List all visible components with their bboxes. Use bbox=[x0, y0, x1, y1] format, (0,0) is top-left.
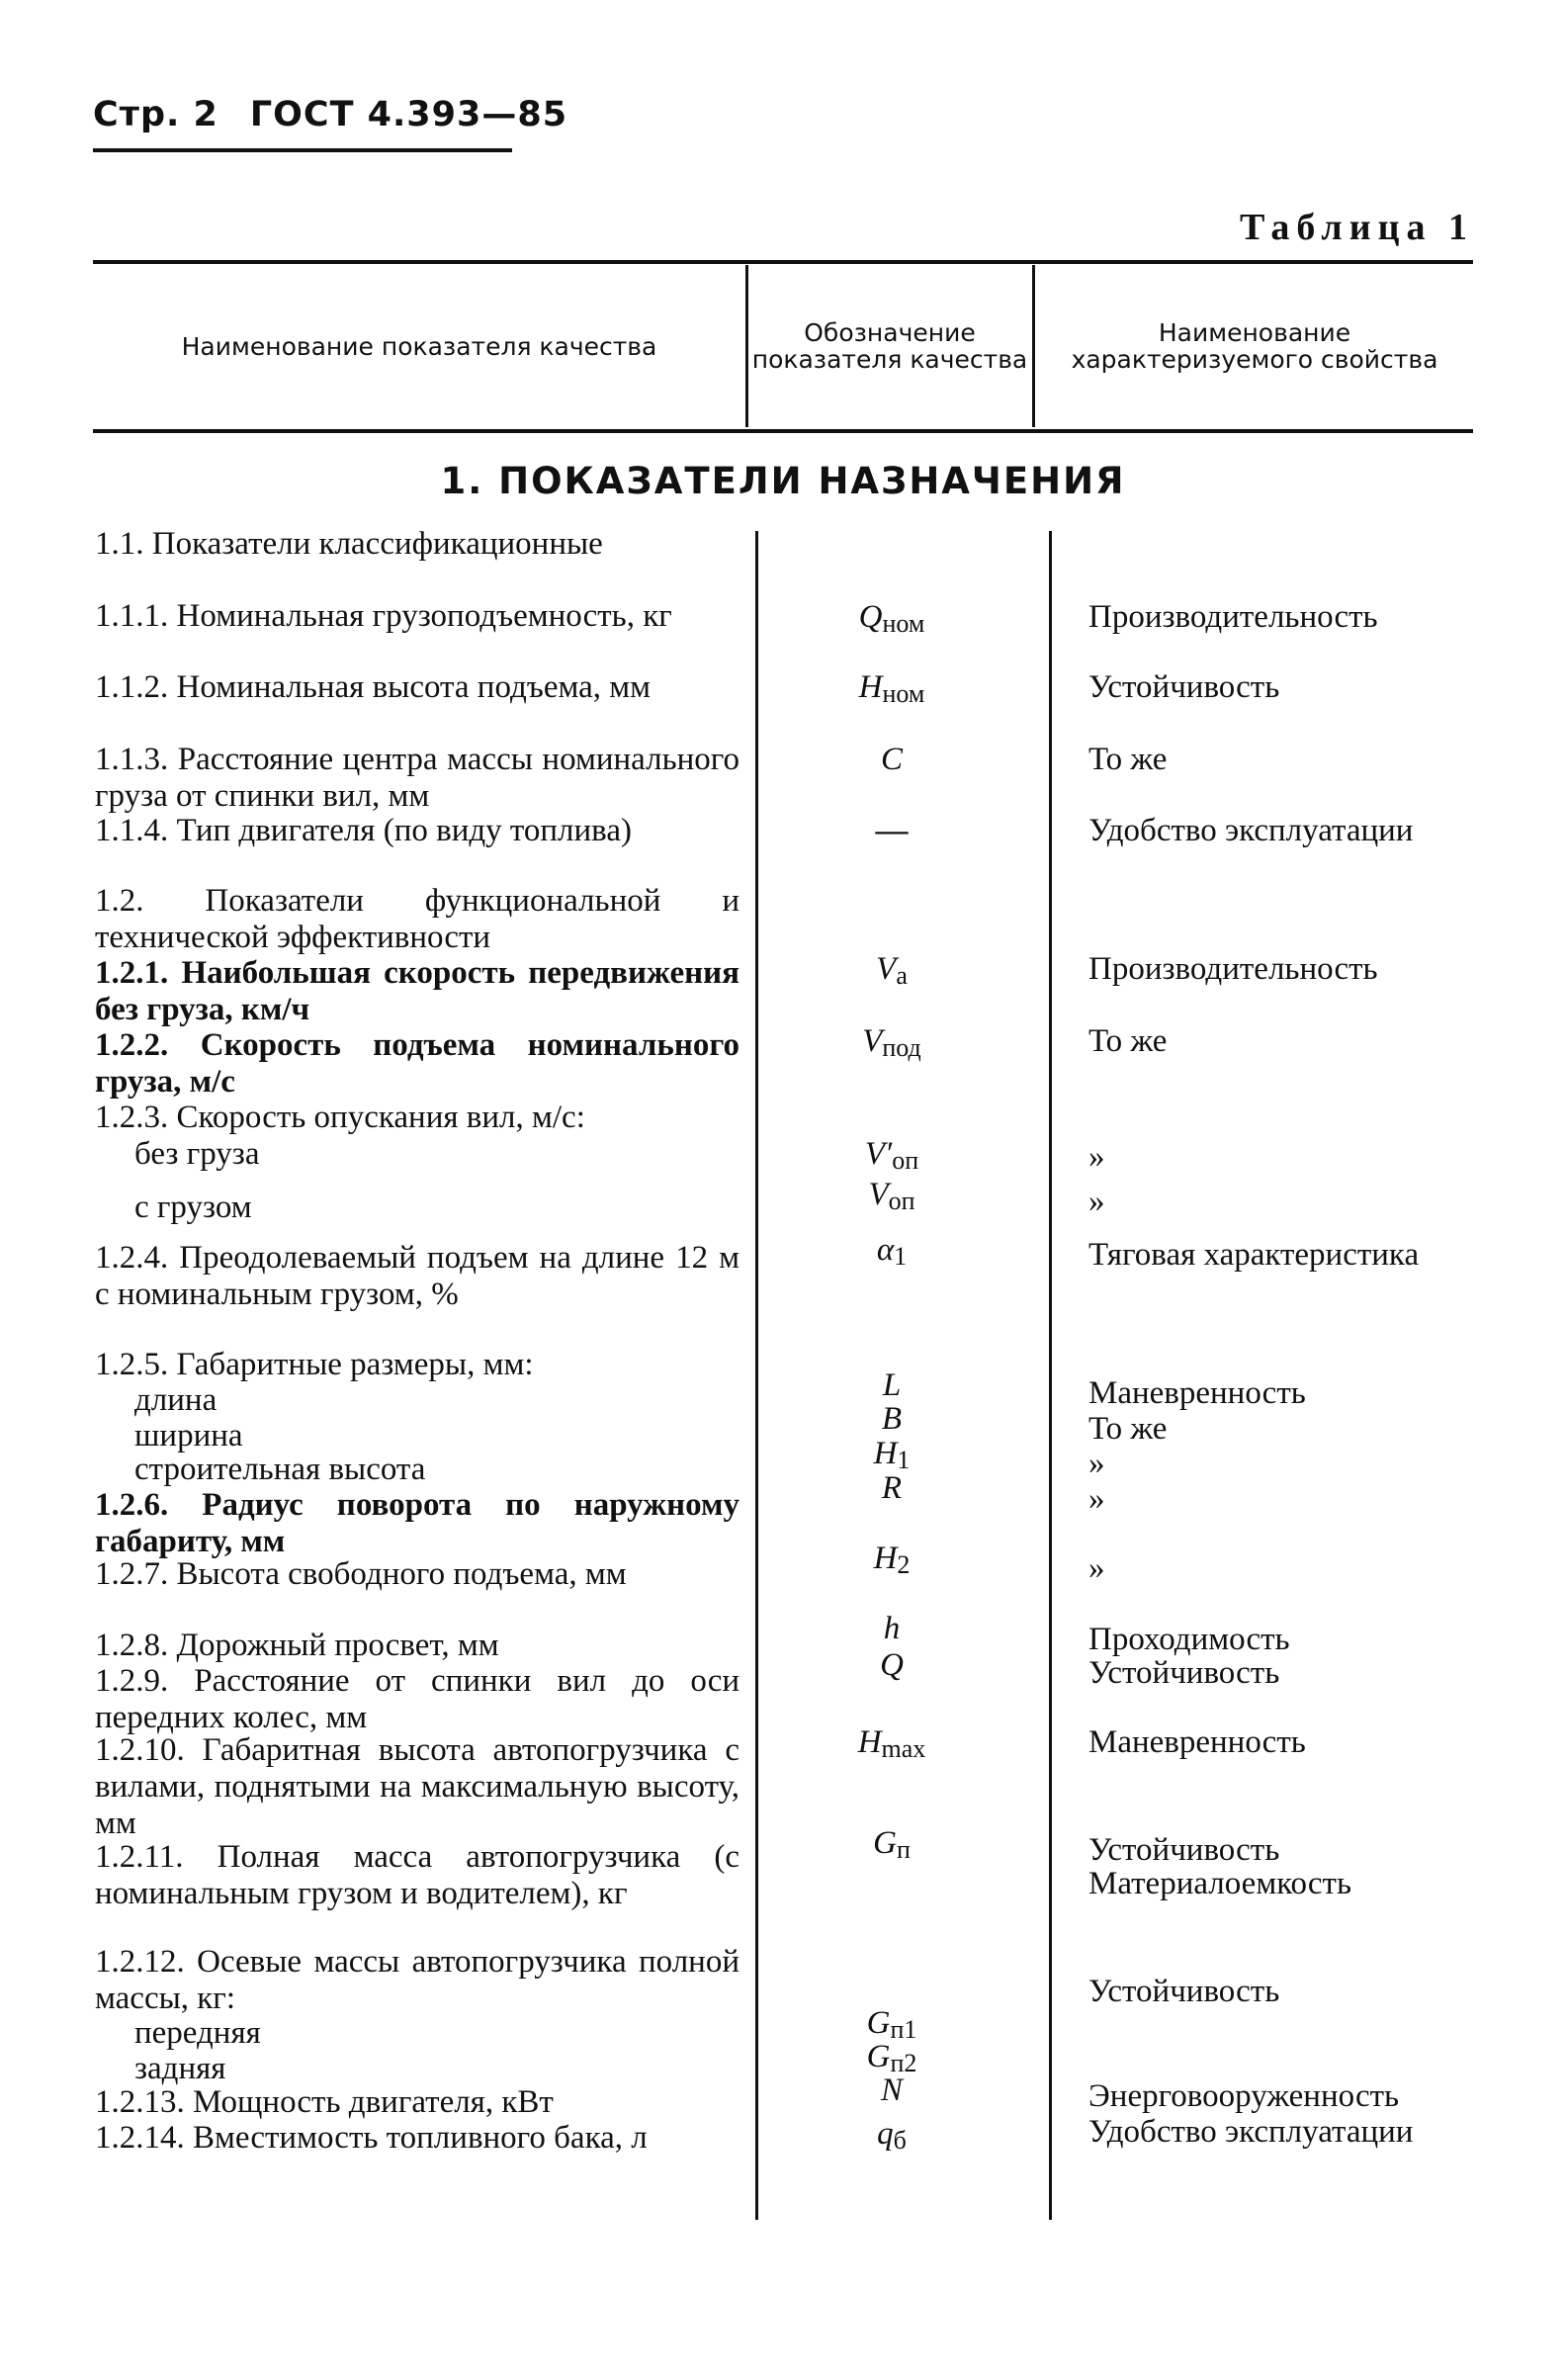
table-row-symbol: Vпод bbox=[862, 1023, 921, 1062]
table-row-symbol: B bbox=[881, 1401, 903, 1437]
table-header-bottom-rule bbox=[93, 429, 1473, 433]
table-row-property: Производительность bbox=[1088, 599, 1378, 635]
table-row-symbol: Gп bbox=[873, 1825, 911, 1864]
table-row-symbol: Vоп bbox=[868, 1177, 915, 1215]
table-row-name: 1.2.1. Наибольшая скорость передвижения без груза, км/ч bbox=[95, 955, 739, 1027]
table-row-property: » bbox=[1088, 1446, 1105, 1481]
table-row-property: Устойчивость bbox=[1088, 1832, 1280, 1868]
table-row-name: 1.2.3. Скорость опускания вил, м/с: bbox=[95, 1100, 585, 1135]
column-header-property: Наименование характеризуемого свойства bbox=[1071, 318, 1438, 374]
table-row-name: 1.2.8. Дорожный просвет, мм bbox=[95, 1628, 499, 1663]
table-row-name: 1.2.12. Осевые массы автопогрузчика полной массы, кг: bbox=[95, 1944, 739, 2016]
page-header bbox=[93, 95, 567, 134]
table-row-symbol: C bbox=[880, 742, 903, 777]
table-row-symbol: Qном bbox=[858, 599, 925, 638]
table-row-name: длина bbox=[134, 1382, 217, 1418]
header-underline bbox=[93, 148, 512, 152]
table-row-name: 1.2.10. Габаритная высота автопогрузчика с вилами, поднятыми на максимальную высоту, мм bbox=[95, 1732, 739, 1841]
page-number: Стр. 2 bbox=[93, 95, 218, 134]
table-row-property: Удобство эксплуатации bbox=[1088, 813, 1414, 848]
table-row-name: передняя bbox=[134, 2015, 261, 2051]
table-row-name: 1.2.14. Вместимость топливного бака, л bbox=[95, 2120, 648, 2156]
table-row-property: Производительность bbox=[1088, 951, 1378, 987]
table-row-name: 1.2.7. Высота свободного подъема, мм bbox=[95, 1556, 627, 1592]
table-row-property: То же bbox=[1088, 742, 1168, 777]
table-row-name: задняя bbox=[134, 2051, 226, 2086]
table-row-property: Материалоемкость bbox=[1088, 1866, 1351, 1901]
table-row-name: 1.2.13. Мощность двигателя, кВт bbox=[95, 2084, 554, 2120]
table-row-property: Проходимость bbox=[1088, 1622, 1290, 1657]
table-row-name: с грузом bbox=[134, 1190, 252, 1225]
table-row-property: Устойчивость bbox=[1088, 669, 1280, 705]
table-row-property: То же bbox=[1088, 1023, 1168, 1059]
table-row-property: То же bbox=[1088, 1411, 1168, 1447]
table-row-name: 1.1.2. Номинальная высота подъема, мм bbox=[95, 669, 652, 705]
table-row-symbol: α1 bbox=[876, 1232, 908, 1271]
table-row-symbol: H2 bbox=[873, 1541, 911, 1579]
table-row-symbol: Vа bbox=[876, 951, 908, 990]
table-row-symbol: V′оп bbox=[864, 1136, 919, 1175]
table-row-name: 1.2.4. Преодолеваемый подъем на длине 12 м с номинальным грузом, % bbox=[95, 1240, 739, 1312]
table-row-name: 1.2.9. Расстояние от спинки вил до оси передних колес, мм bbox=[95, 1663, 739, 1735]
table-row-property: Устойчивость bbox=[1088, 1655, 1280, 1691]
table-row-name: 1.1.1. Номинальная грузоподъемность, кг bbox=[95, 598, 672, 634]
column-header-symbol: Обозначение показателя качества bbox=[751, 318, 1028, 374]
table-row-name: ширина bbox=[134, 1418, 243, 1454]
table-row-symbol: h bbox=[883, 1611, 901, 1646]
standard-number: ГОСТ 4.393—85 bbox=[249, 95, 568, 134]
table-row-name: 1.1. Показатели классификационные bbox=[95, 526, 603, 562]
table-row-name: 1.2.5. Габаритные размеры, мм: bbox=[95, 1347, 534, 1382]
table-row-name: 1.1.3. Расстояние центра массы номинального груза от спинки вил, мм bbox=[95, 742, 739, 814]
table-row-property: Тяговая характеристика bbox=[1088, 1237, 1420, 1273]
table-row-property: Устойчивость bbox=[1088, 1974, 1280, 2009]
table-row-symbol: qб bbox=[877, 2116, 907, 2155]
body-divider-1 bbox=[755, 531, 758, 2220]
section-title: 1. ПОКАЗАТЕЛИ НАЗНАЧЕНИЯ bbox=[440, 460, 1126, 502]
table-row-name: 1.2.11. Полная масса автопогрузчика (с номинальным грузом и водителем), кг bbox=[95, 1839, 739, 1911]
table-row-property: » bbox=[1088, 1550, 1105, 1586]
header-divider-2 bbox=[1032, 265, 1035, 427]
table-row-symbol: — bbox=[875, 813, 909, 848]
table-row-property: Маневренность bbox=[1088, 1724, 1306, 1760]
table-row-name: 1.2. Показатели функциональной и технической эффективности bbox=[95, 883, 739, 955]
table-row-symbol: Gп1 bbox=[866, 2005, 917, 2044]
table-label: Таблица 1 bbox=[1239, 207, 1474, 248]
table-row-symbol: Gп2 bbox=[866, 2039, 917, 2077]
table-row-symbol: R bbox=[881, 1470, 903, 1506]
body-divider-2 bbox=[1049, 531, 1052, 2220]
table-row-name: 1.1.4. Тип двигателя (по виду топлива) bbox=[95, 813, 632, 848]
table-row-symbol: H1 bbox=[873, 1436, 911, 1474]
table-row-property: » bbox=[1088, 1481, 1105, 1517]
table-row-property: Энерговооруженность bbox=[1088, 2078, 1400, 2114]
column-header-name: Наименование показателя качества bbox=[181, 331, 657, 361]
table-row-symbol: N bbox=[880, 2072, 903, 2108]
table-row-property: Удобство эксплуатации bbox=[1088, 2114, 1414, 2150]
table-row-symbol: Q bbox=[880, 1647, 904, 1683]
table-row-name: строительная высота bbox=[134, 1452, 426, 1487]
table-row-property: » bbox=[1088, 1184, 1105, 1219]
table-row-symbol: L bbox=[882, 1367, 902, 1403]
header-divider-1 bbox=[745, 265, 748, 427]
table-row-symbol: Hmax bbox=[857, 1724, 926, 1763]
table-row-name: 1.2.6. Радиус поворота по наружному габариту, мм bbox=[95, 1487, 739, 1559]
table-row-property: » bbox=[1088, 1139, 1105, 1175]
table-row-symbol: Hном bbox=[858, 669, 925, 708]
table-row-property: Маневренность bbox=[1088, 1375, 1306, 1411]
table-top-rule bbox=[93, 260, 1473, 264]
table-row-name: 1.2.2. Скорость подъема номинального груза, м/с bbox=[95, 1027, 739, 1100]
table-row-name: без груза bbox=[134, 1136, 260, 1172]
